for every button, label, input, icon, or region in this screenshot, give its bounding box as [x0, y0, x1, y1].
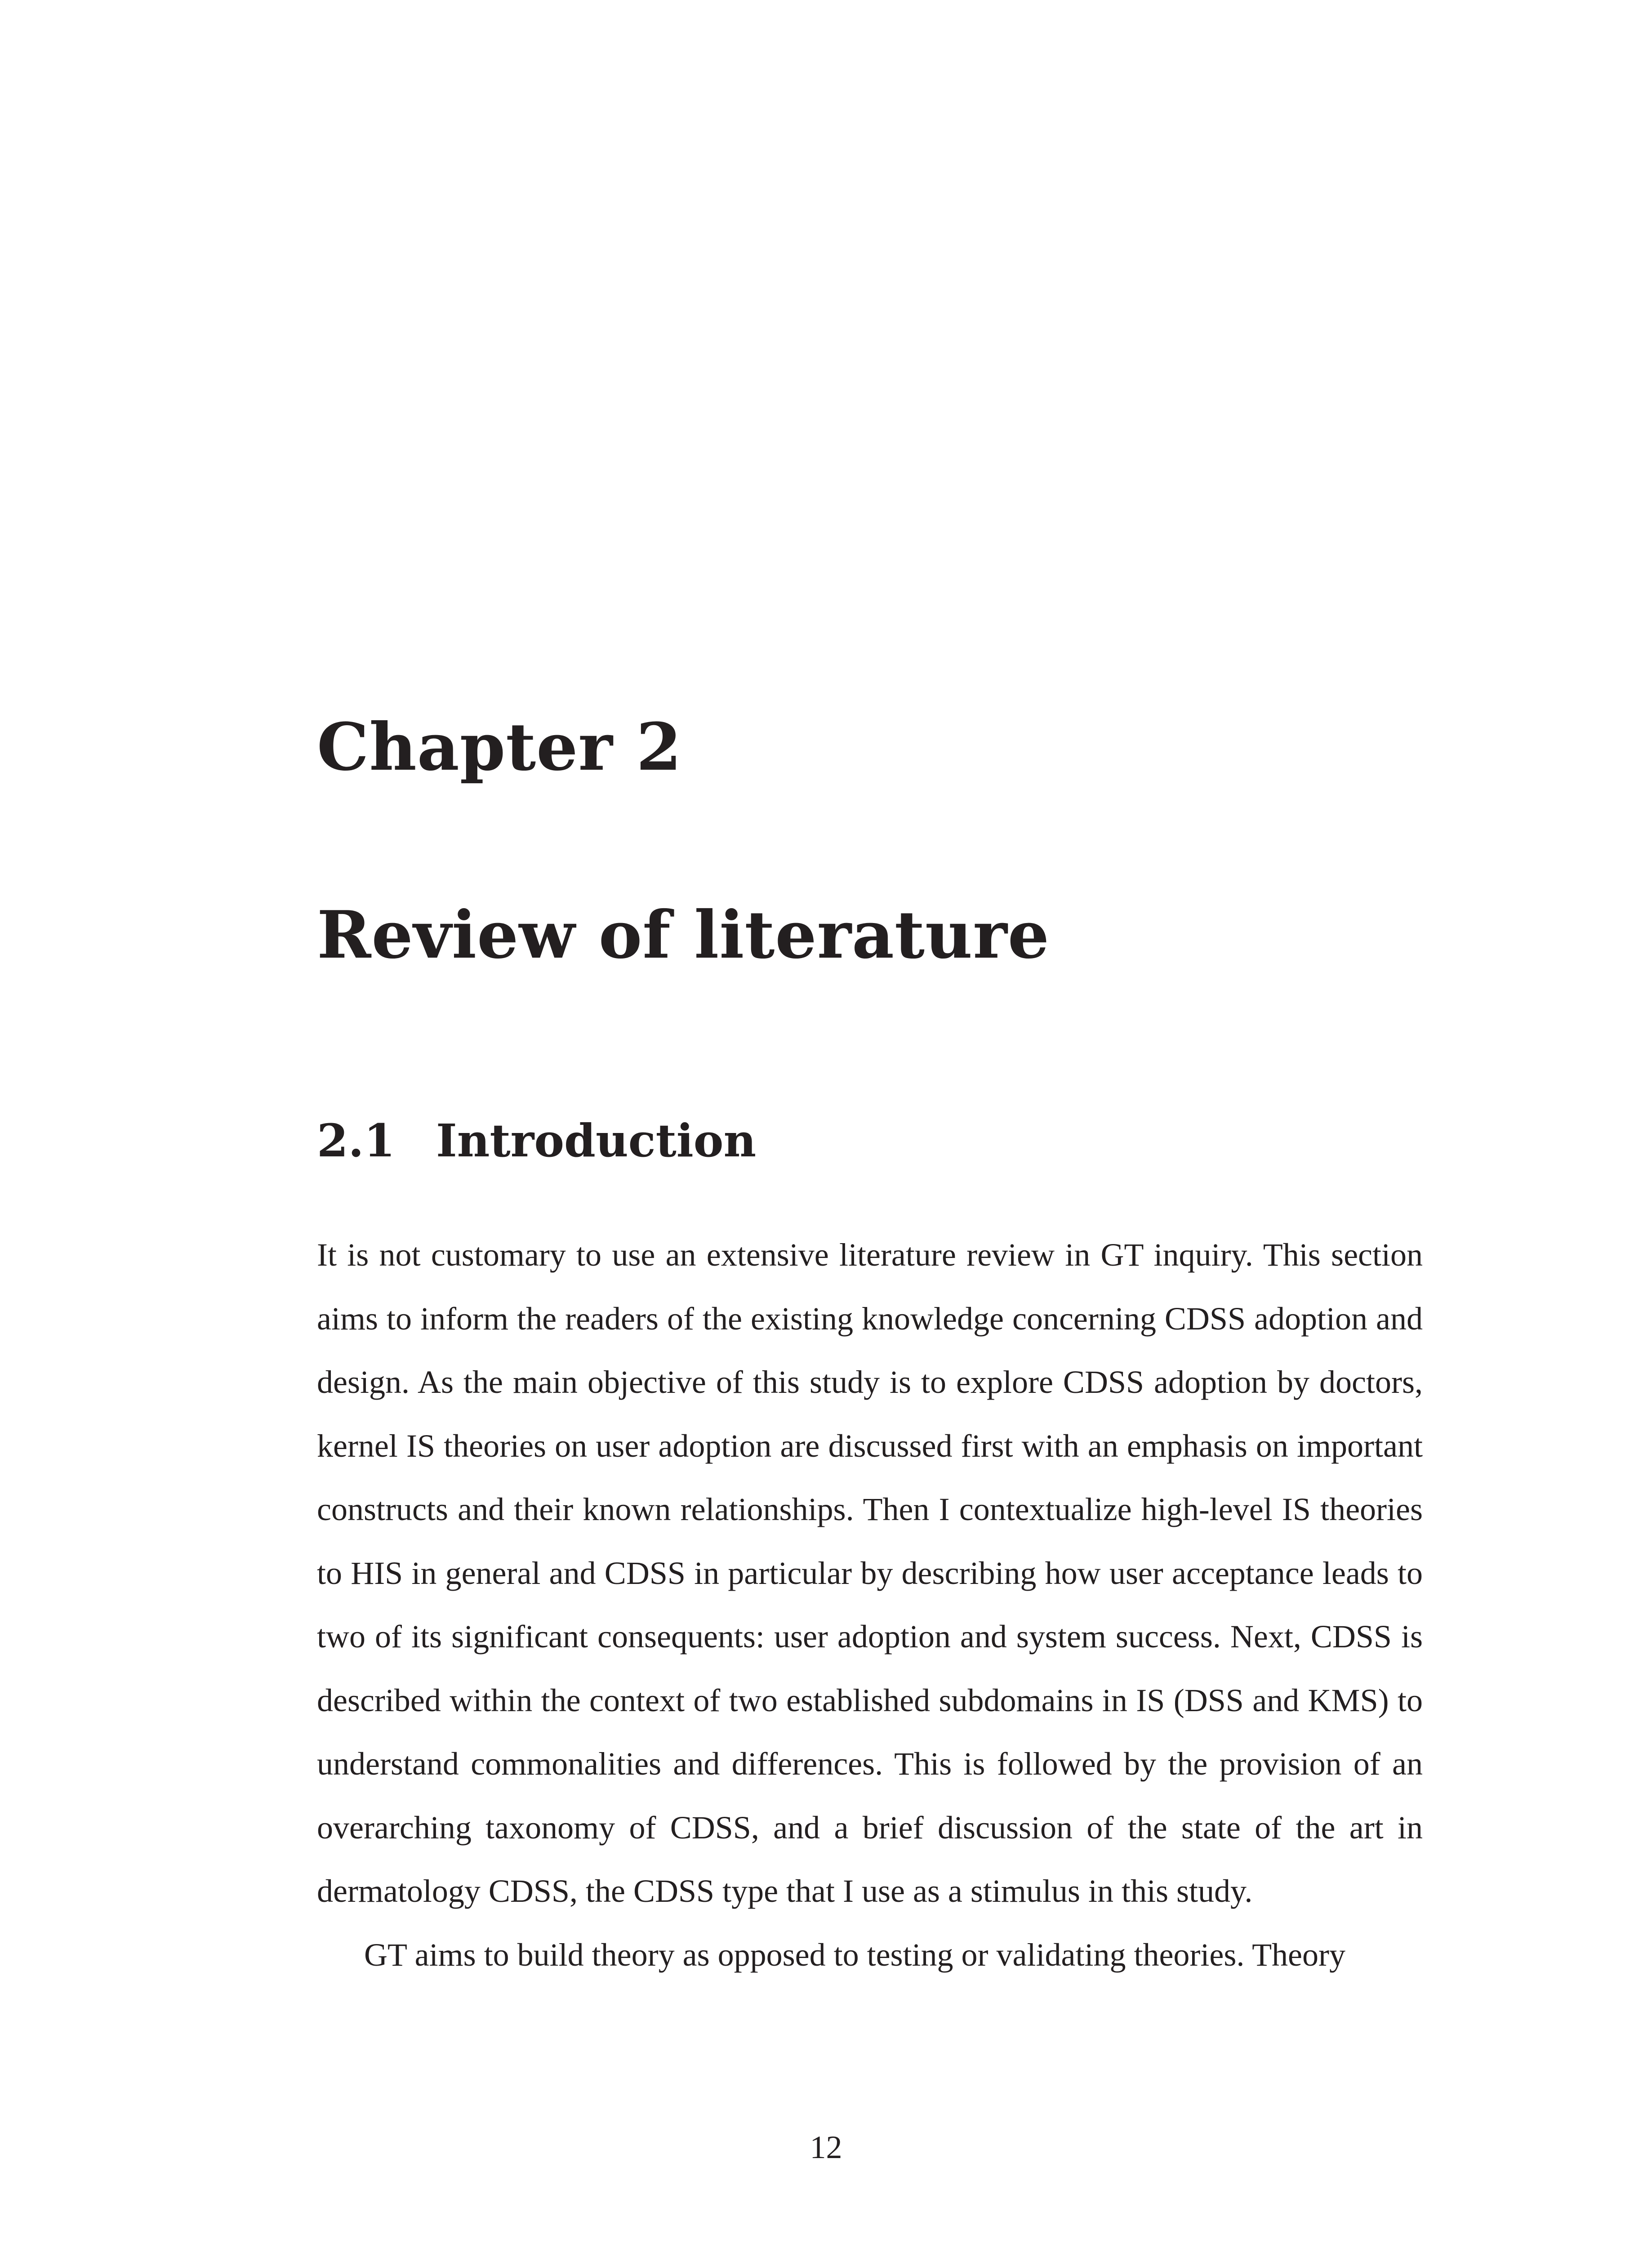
chapter-title: Review of literature — [317, 897, 1050, 973]
paragraph-2: GT aims to build theory as opposed to testing or validating theories. Theory — [364, 1936, 1345, 1973]
section-title: Introduction — [436, 1114, 757, 1167]
chapter-label: Chapter 2 — [317, 709, 682, 785]
paragraph-1: It is not customary to use an extensive literature review in GT inquiry. This section aims to inform the readers of the existing knowledge concerning CDSS adoption and design. As the main objective of this study is to explore CDSS adoption by doctors, kernel IS theories on user adoption are discussed first with an emphasis on important constructs and their known relationships. Then I contextualize high-level IS theories to HIS in general and CDSS in particular by describing how user acceptance leads to two of its significant consequents: user adoption and system success. Next, CDSS is described within the context of two established subdomains in IS (DSS and KMS) to understand commonalities and differences. This is followed by the provision of an overarching taxonomy of CDSS, and a brief discussion of the state of the art in dermatology CDSS, the CDSS type that I use as a stimulus in this study. — [317, 1237, 1423, 1909]
section-heading — [317, 1114, 757, 1167]
body-text — [317, 1223, 1423, 1987]
page-number: 12 — [810, 2129, 842, 2165]
section-number: 2.1 — [317, 1114, 395, 1167]
